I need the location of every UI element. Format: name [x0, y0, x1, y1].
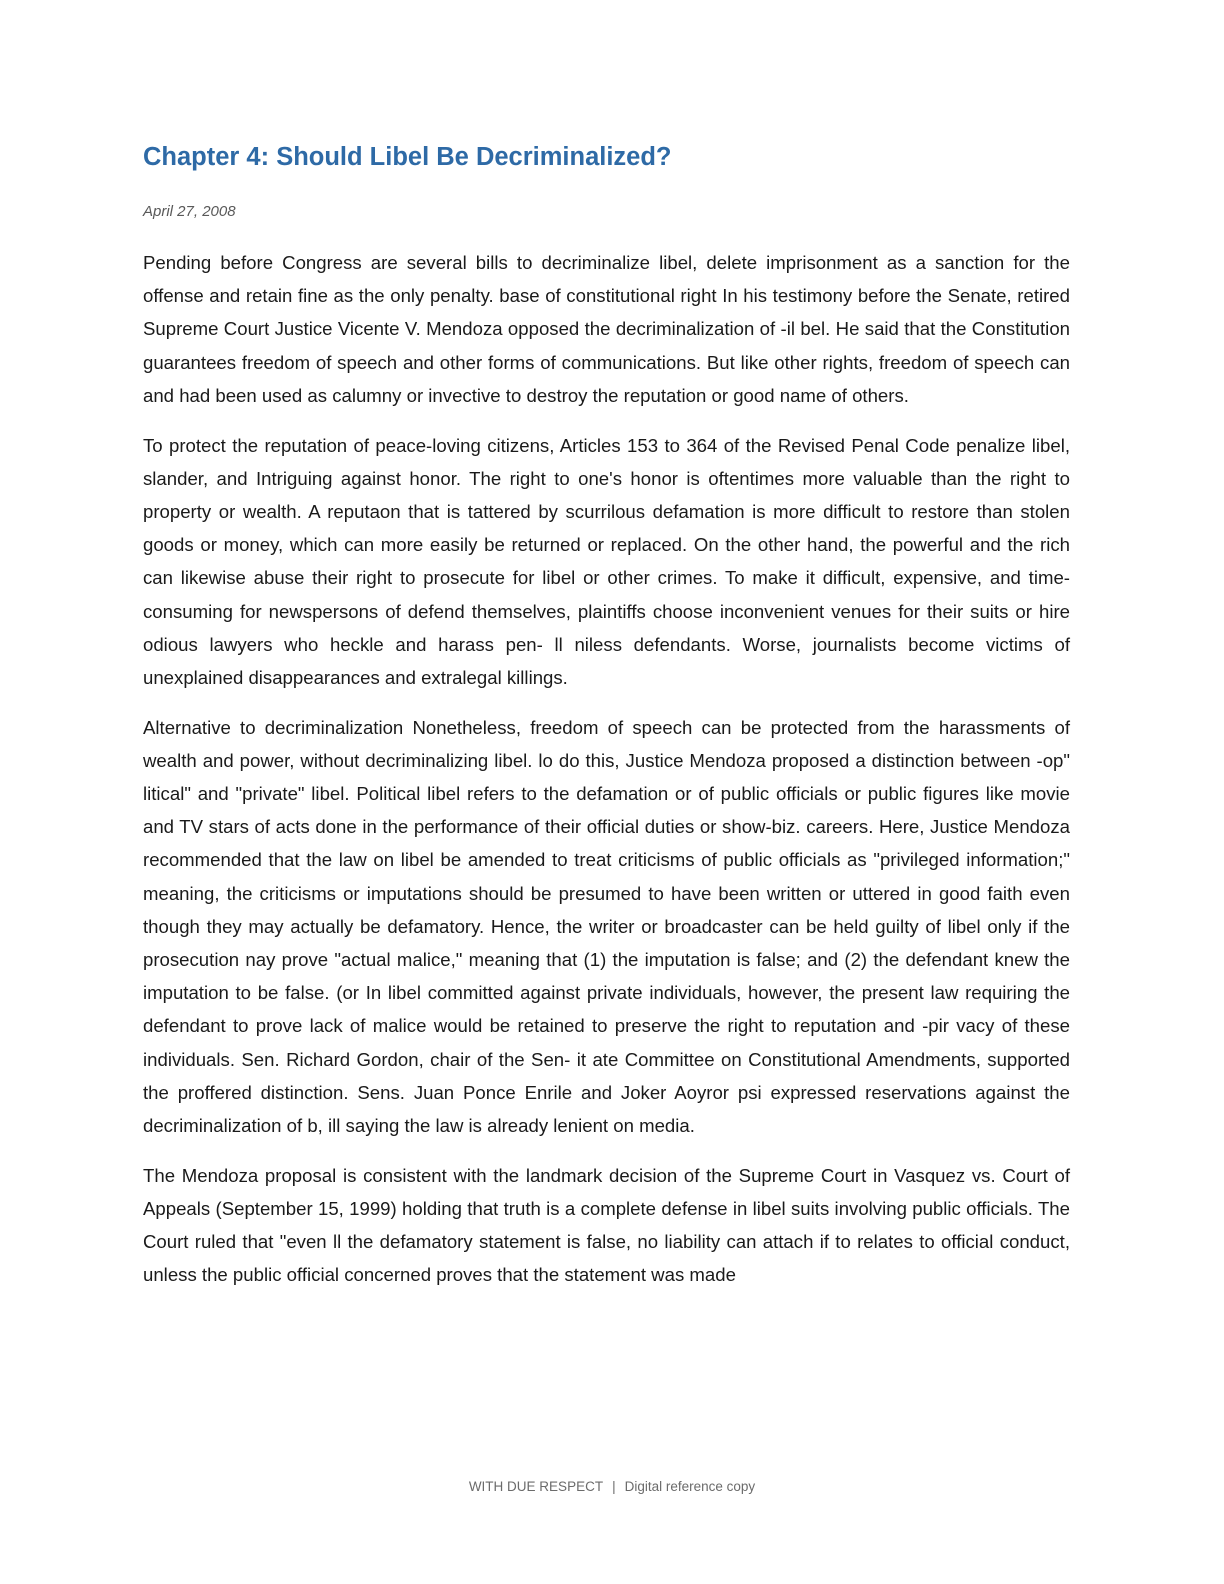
paragraph-2: To protect the reputation of peace-loving citizens, Articles 153 to 364 of the Revised Penal Code penalize libel, slander, and Intriguing against honor. The right to one's honor is oftentimes more valuable than the right to property or wealth. A reputaon that is tattered by scurrilous defamation is more difficult to restore than stolen goods or money, which can more easily be returned or replaced. On the other hand, the powerful and the rich can likewise abuse their right to prosecute for libel or other crimes. To make it difficult, expensive, and time-consuming for newspersons of defend themselves, plaintiffs choose inconvenient venues for their suits or hire odious lawyers who heckle and harass pen- ll niless defendants. Worse, journalists become victims of unexplained disappearances and extralegal killings. — [143, 434, 1070, 688]
paragraph-3: Alternative to decriminalization Nonetheless, freedom of speech can be protected from the harassments of wealth and power, without decriminalizing libel. lo do this, Justice Mendoza proposed a distinction between -op" litical" and "private" libel. Political libel refers to the defamation or of public officials or public figures like movie and TV stars of acts done in the performance of their official duties or show-biz. careers. Here, Justice Mendoza recommended that the law on libel be amended to treat criticisms of public officials as "privileged information;" meaning, the criticisms or imputations should be presumed to have been written or uttered in good faith even though they may actually be defamatory. Hence, the writer or broadcaster can be held guilty of libel only if the prosecution nay prove "actual malice," meaning that (1) the imputation is false; and (2) the defendant knew the imputation to be false. (or In libel committed against private individuals, however, the present law requiring the defendant to prove lack of malice would be retained to preserve the right to reputation and -pir vacy of these individuals. Sen. Richard Gordon, chair of the Sen- it ate Committee on Constitutional Amendments, supported the proffered distinction. Sens. Juan Ponce Enrile and Joker Aoyror psi expressed reservations against the decriminalization of b, ill saying the law is already lenient on media. — [143, 716, 1070, 1137]
footer-separator: | — [612, 1479, 616, 1494]
chapter-date: April 27, 2008 — [143, 203, 236, 220]
chapter-body — [143, 246, 1070, 1308]
footer-note: Digital reference copy — [624, 1479, 756, 1494]
page-footer — [0, 1479, 1224, 1494]
paragraph-4: The Mendoza proposal is consistent with the landmark decision of the Supreme Court in Vasquez vs. Court of Appeals (September 15, 1999) holding that truth is a complete defense in libel suits involving public officials. The Court ruled that "even ll the defamatory statement is false, no liability can attach if to relates to official conduct, unless the public official concerned proves that the statement was made — [143, 1164, 1070, 1286]
paragraph-1: Pending before Congress are several bills to decriminalize libel, delete imprisonment as a sanction for the offense and retain fine as the only penalty. base of constitutional right In his testimony before the Senate, retired Supreme Court Justice Vicente V. Mendoza opposed the decriminalization of -il bel. He said that the Constitution guarantees freedom of speech and other forms of communications. But like other rights, freedom of speech can and had been used as calumny or invective to destroy the reputation or good name of others. — [143, 252, 1070, 406]
chapter-title: Chapter 4: Should Libel Be Decriminalized? — [143, 143, 672, 171]
footer-book-title: WITH DUE RESPECT — [468, 1479, 604, 1494]
